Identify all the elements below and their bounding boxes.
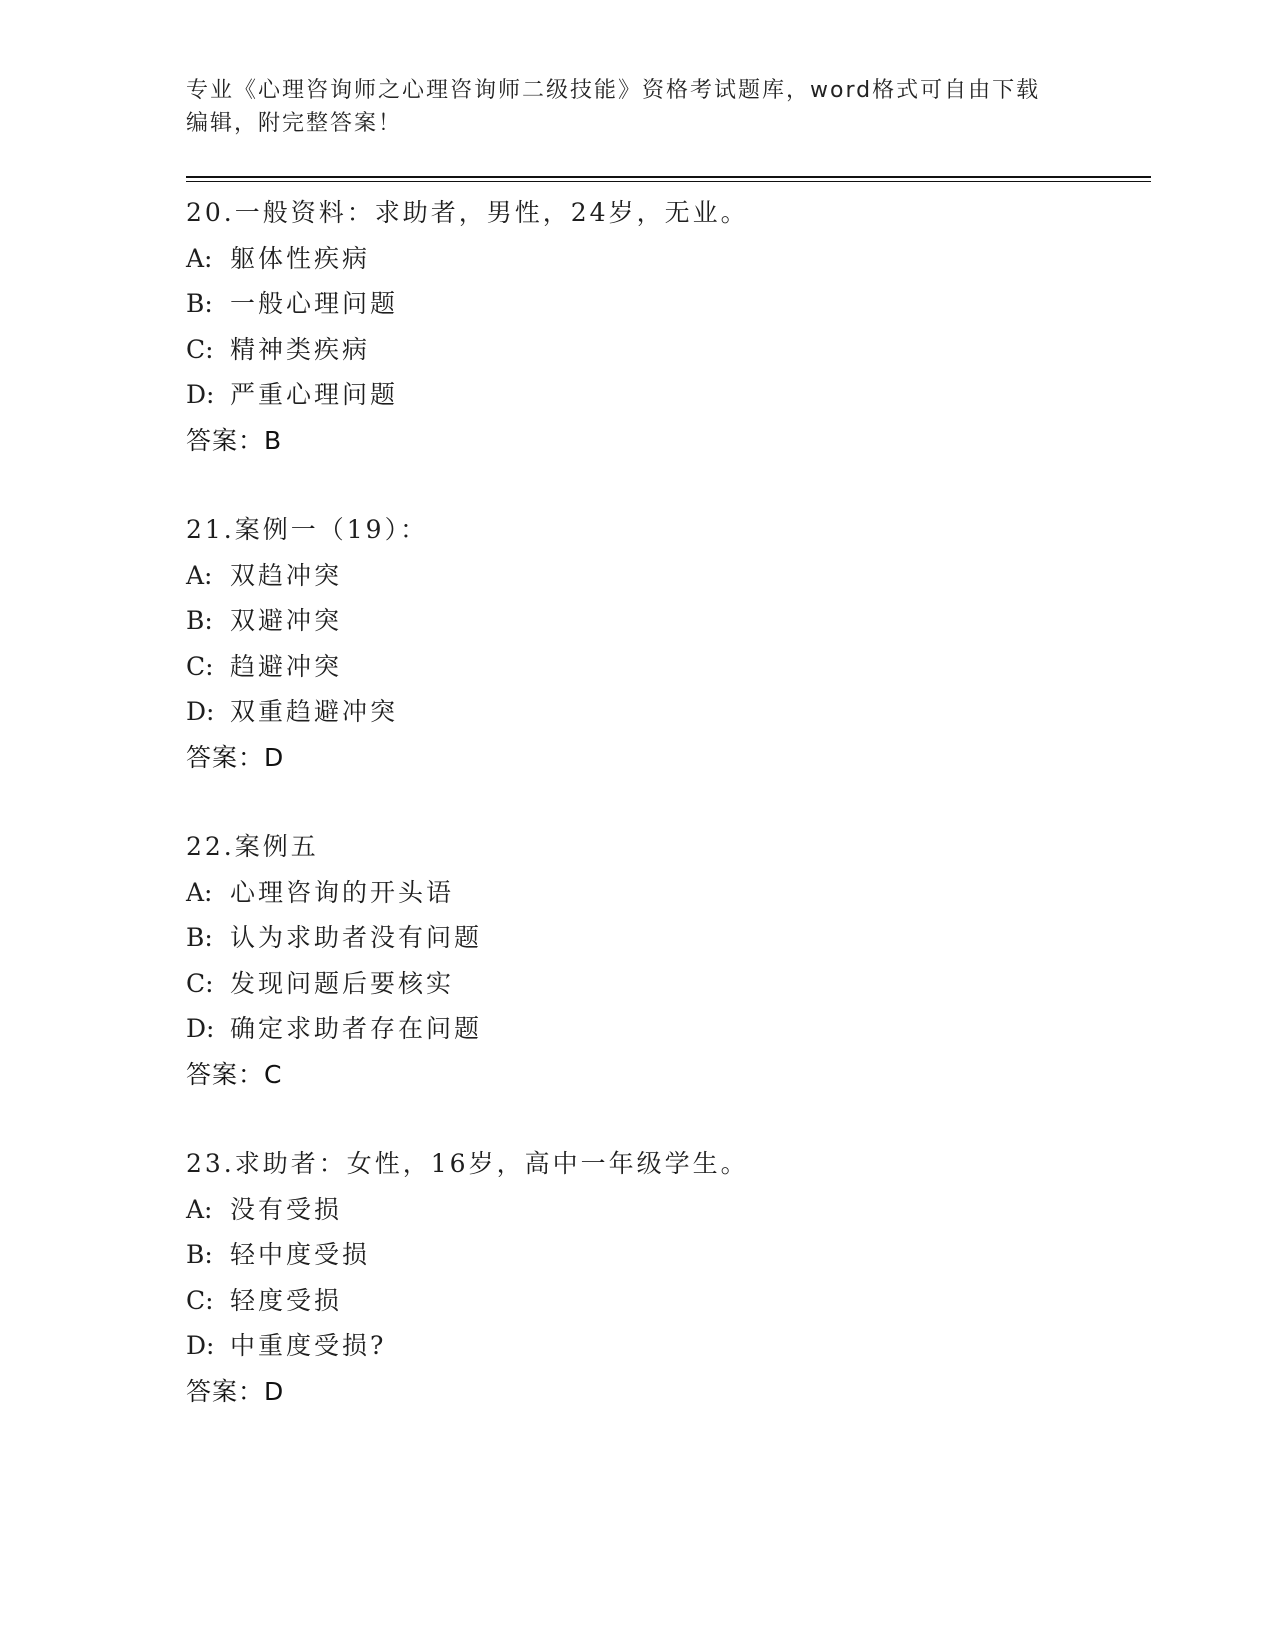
question-21	[186, 507, 1146, 780]
option-a	[186, 236, 1146, 282]
option-text: 趋避冲突	[230, 651, 343, 681]
option-key: A:	[186, 1194, 213, 1224]
option-text: 精神类疾病	[230, 334, 371, 364]
answer-line: 答案：D	[186, 742, 285, 772]
option-d	[186, 1006, 1146, 1052]
option-key: B:	[186, 1240, 213, 1269]
option-d	[186, 372, 1146, 418]
option-a	[186, 870, 1146, 916]
option-text: 认为求助者没有问题	[230, 923, 483, 952]
question-stem: 20.一般资料：求助者，男性，24岁，无业。	[186, 198, 749, 227]
answer-line: 答案：C	[186, 1059, 283, 1089]
answer-line: 答案：B	[186, 425, 283, 455]
option-text: 躯体性疾病	[230, 243, 371, 273]
option-text: 轻度受损	[230, 1285, 343, 1315]
option-key: D:	[186, 1331, 215, 1360]
option-key: C:	[186, 968, 214, 998]
option-a	[186, 553, 1146, 599]
option-text: 严重心理问题	[230, 380, 399, 409]
option-key: A:	[186, 877, 213, 907]
header-divider-thin	[186, 181, 1151, 182]
header-divider-thick	[186, 176, 1151, 178]
question-23	[186, 1141, 1146, 1414]
option-a	[186, 1187, 1146, 1233]
option-d	[186, 1323, 1146, 1369]
answer-line: 答案：D	[186, 1376, 285, 1406]
question-20	[186, 190, 1146, 463]
question-stem: 21.案例一（19）：	[186, 515, 429, 544]
option-text: 双重趋避冲突	[230, 697, 399, 726]
header-line-1: 专业《心理咨询师之心理咨询师二级技能》资格考试题库，word格式可自由下载	[186, 78, 1041, 103]
question-stem: 22.案例五	[186, 832, 319, 861]
question-list	[186, 190, 1146, 1458]
option-text: 发现问题后要核实	[230, 968, 455, 998]
option-text: 一般心理问题	[230, 289, 399, 318]
option-key: D:	[186, 380, 215, 409]
option-b	[186, 281, 1146, 327]
option-text: 双避冲突	[230, 606, 343, 635]
option-key: B:	[186, 606, 213, 635]
option-text: 确定求助者存在问题	[230, 1014, 483, 1043]
option-b	[186, 598, 1146, 644]
question-22	[186, 824, 1146, 1097]
option-key: A:	[186, 560, 213, 590]
option-key: B:	[186, 923, 213, 952]
option-text: 中重度受损?	[230, 1331, 387, 1360]
option-key: D:	[186, 697, 215, 726]
option-key: C:	[186, 1285, 214, 1315]
option-key: C:	[186, 651, 214, 681]
question-stem: 23.求助者：女性，16岁，高中一年级学生。	[186, 1149, 749, 1178]
option-c	[186, 961, 1146, 1007]
option-text: 双趋冲突	[230, 560, 343, 590]
option-b	[186, 915, 1146, 961]
option-key: B:	[186, 289, 213, 318]
option-c	[186, 1278, 1146, 1324]
option-d	[186, 689, 1146, 735]
header-line-2: 编辑，附完整答案！	[186, 111, 403, 136]
option-c	[186, 644, 1146, 690]
option-c	[186, 327, 1146, 373]
option-key: D:	[186, 1014, 215, 1043]
option-text: 轻中度受损	[230, 1240, 371, 1269]
option-key: C:	[186, 334, 214, 364]
option-key: A:	[186, 243, 213, 273]
option-text: 没有受损	[230, 1194, 343, 1224]
option-b	[186, 1232, 1146, 1278]
document-header	[186, 74, 1086, 140]
option-text: 心理咨询的开头语	[230, 877, 455, 907]
